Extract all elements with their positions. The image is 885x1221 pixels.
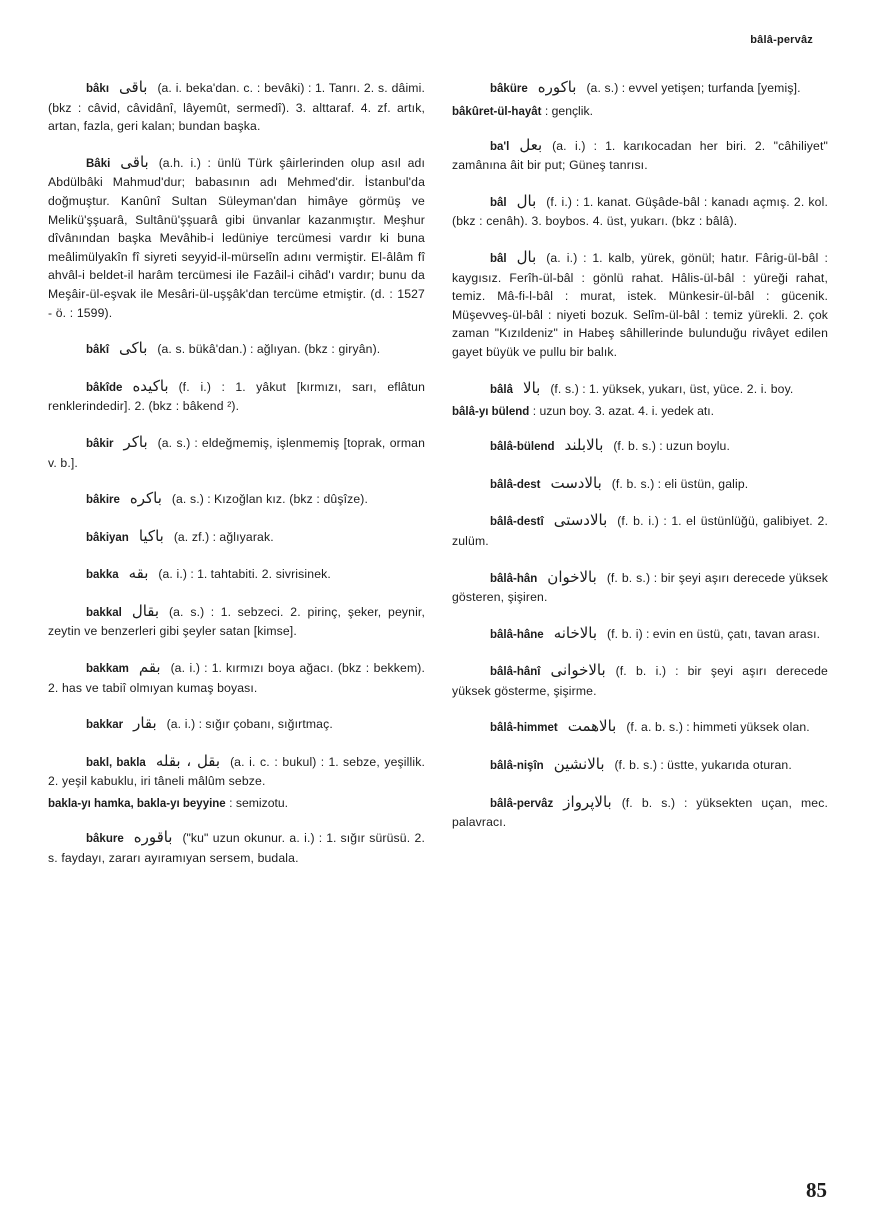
dictionary-entry — [48, 564, 425, 585]
entry-arabic-script: بالابلند — [564, 436, 604, 455]
dictionary-entry — [452, 78, 828, 99]
entry-arabic-script: بالا — [523, 378, 541, 397]
entry-definition: (a.h. i.) : ünlü Türk şâirlerinden olup asıl adı Abdülbâki Mahmud'dur; babasının adı Mehmed'dir. İstanbul'da doğmuştur. Kanûnî Sultan Süleyman'dan himâye görmüş ve Melikü'şşuarâ, Sultânü'şşuarâ gibi ünvanlar kazanmıştır. Meşhur dîvânından başka Mevâhib-i ledüniye tercümesi vardır ki buna meâlimülyakîn fî siyreti seyyid-il-mürselîn adını vermiştir. El-âlâm fî ahvâl-i beldet-il harâm tercümesi ile Fazâil-i cihâd'ı vardır; bunu da Meşâir-ül-eşvak ile Mesâri-ül-uşşâk'dan tercüme etmiştir. (d. : 1527 - ö. : 1599). — [48, 155, 425, 320]
entry-definition: (a. i.) : 1. kalb, yürek, gönül; hatır. Fârig-ül-bâl : kaygısız. Ferîh-ül-bâl : gönlü rahat. Hâlis-ül-bâl : yüreği rahat, temiz. Mâ-fi-l-bâl : murat, istek. Münkesir-ül-bâl : gücenik. Müşevveş-ül-bâl : niyeti bozuk. Selîm-ül-bâl : temiz yürekli. 2. çok zaman "Kızıldeniz" in Habeş sâhillerinde bulunduğu rivâyet edilen gayet büyük ve pullu bir balık. — [452, 250, 828, 359]
dictionary-entry — [48, 714, 425, 735]
subentry-definition: : uzun boy. 3. azat. 4. i. yedek atı. — [532, 404, 715, 419]
entry-arabic-script: بقار — [133, 714, 157, 733]
entry-definition: (a. zf.) : ağlıyarak. — [173, 529, 274, 544]
dictionary-entry — [48, 828, 425, 867]
entry-definition: (f. a. b. s.) : himmeti yüksek olan. — [626, 720, 810, 735]
entry-headword: bâkiyan — [86, 531, 129, 544]
dictionary-entry — [452, 661, 828, 700]
entry-definition: (a. i.) : 1. kırmızı boya ağacı. (bkz : bekkem). 2. has ve tabiî olmıyan kumaş boyası. — [48, 661, 425, 695]
entry-definition: (a. i.) : 1. tahtabiti. 2. sivrisinek. — [158, 567, 331, 582]
entry-definition: (f. i.) : 1. yâkut [kırmızı, sarı, eflâtun renklerindedir]. 2. (bkz : bâkend ²). — [48, 379, 425, 414]
dictionary-entry — [452, 624, 828, 645]
entry-headword: bâlâ-himmet — [490, 722, 558, 735]
dictionary-entry — [452, 436, 828, 457]
entry-definition: (a. s.) : Kızoğlan kız. (bkz : dûşîze). — [171, 492, 369, 507]
entry-headword: bâl — [490, 252, 507, 265]
dictionary-subentry — [452, 102, 828, 121]
entry-headword: bâlâ-hân — [490, 572, 538, 585]
entry-definition: (a. i. c. : bukul) : 1. sebze, yeşillik. 2. yeşil kabuklu, iri tâneli mâlûm sebze. — [48, 754, 426, 789]
dictionary-entry — [48, 489, 425, 510]
dictionary-entry — [452, 511, 828, 550]
dictionary-entry — [48, 527, 425, 548]
entry-arabic-script: بال — [516, 191, 537, 210]
entry-headword: bâlâ-hânî — [490, 666, 541, 679]
entry-arabic-script: بالاپرواز — [563, 792, 612, 811]
entry-arabic-script: بالانشين — [553, 755, 605, 774]
entry-arabic-script: باكى — [119, 339, 148, 358]
entry-headword: bâlâ-dest — [490, 478, 541, 491]
entry-definition: (a. s.) : 1. sebzeci. 2. pirinç, şeker, peynir, zeytin ve benzerleri gibi şeyler satan [kimse]. — [48, 604, 425, 639]
entry-definition: (f. b. i.) : 1. el üstünlüğü, galibiyet. 2. zulüm. — [452, 514, 828, 548]
subentry-definition: : semizotu. — [229, 796, 289, 811]
entry-headword: bâlâ-hâne — [490, 628, 544, 641]
entry-headword: bâkîde — [86, 381, 123, 394]
entry-headword: Bâki — [86, 157, 111, 170]
entry-definition: (a. s.) : eldeğmemiş, işlenmemiş [toprak, orman v. b.]. — [48, 435, 425, 470]
entry-headword: ba'l — [490, 140, 510, 153]
dictionary-entry — [48, 377, 425, 416]
entry-definition: (a. i. beka'dan. c. : bevâki) : 1. Tanrı. 2. s. dâimi. (bkz : câvid, câvidânî, lâyemût, sermedî). 3. alttaraf. 4. zf. artık, artan, fazla, geri kalan; bundan başka. — [48, 81, 425, 134]
dictionary-entry — [452, 192, 828, 231]
entry-headword: bâlâ-destî — [490, 516, 544, 529]
left-column — [48, 78, 425, 884]
entry-arabic-script: بال — [516, 247, 537, 266]
entry-headword: bâküre — [490, 83, 528, 95]
entry-arabic-script: باقى — [120, 152, 149, 171]
entry-arabic-script: بعل — [519, 135, 543, 154]
entry-headword: bâkir — [86, 437, 114, 450]
dictionary-entry — [452, 717, 828, 738]
entry-arabic-script: بالاخوان — [547, 567, 597, 586]
dictionary-subentry — [452, 402, 828, 421]
entry-definition: (f. b. i) : evin en üstü, çatı, tavan arası. — [607, 626, 821, 641]
entry-arabic-script: باكره — [129, 489, 162, 508]
entry-headword: bakkal — [86, 606, 122, 619]
dictionary-entry — [452, 474, 828, 495]
entry-definition: (f. s.) : 1. yüksek, yukarı, üst, yüce. 2. i. boy. — [550, 381, 794, 396]
entry-headword: bakl, bakla — [86, 756, 146, 769]
entry-headword: bâkî — [86, 344, 110, 357]
entry-arabic-script: بالاهمت — [567, 717, 617, 736]
entry-arabic-script: باكر — [123, 432, 148, 451]
dictionary-entry — [452, 568, 828, 607]
dictionary-entry — [452, 793, 828, 832]
entry-arabic-script: بالادست — [550, 473, 602, 492]
entry-headword: bâlâ-pervâz — [490, 797, 554, 810]
entry-arabic-script: باكيده — [132, 376, 169, 395]
subentry-definition: : gençlik. — [544, 103, 593, 118]
entry-headword: bakkam — [86, 663, 129, 676]
entry-definition: (f. b. s.) : yüksekten uçan, mec. palavracı. — [452, 795, 828, 830]
dictionary-entry — [48, 339, 425, 360]
subentry-headword: bâkûret-ül-hayât — [452, 105, 542, 118]
entry-arabic-script: بالاخوانى — [550, 661, 606, 680]
entry-definition: (a. s. bükâ'dan.) : ağlıyan. (bkz : giryân). — [157, 342, 381, 357]
dictionary-subentry — [48, 794, 425, 813]
entry-definition: (a. i.) : 1. karıkocadan her biri. 2. "câhiliyet" zamânına âit bir put; Güneş tanrısı. — [452, 138, 828, 173]
dictionary-entry — [48, 153, 425, 322]
dictionary-entry — [48, 433, 425, 472]
dictionary-entry — [48, 78, 425, 136]
entry-arabic-script: باقوره — [133, 828, 173, 847]
entry-arabic-script: بقل ، بقله — [155, 751, 221, 770]
dictionary-entry — [48, 658, 425, 697]
subentry-headword: bâlâ-yı bülend — [452, 406, 530, 419]
entry-arabic-script: بقم — [138, 658, 161, 677]
entry-definition: (f. b. s.) : eli üstün, galip. — [611, 476, 749, 491]
dictionary-entry — [452, 136, 828, 175]
entry-definition: (a. i.) : sığır çobanı, sığırtmaç. — [166, 717, 333, 732]
entry-headword: bâkı — [86, 83, 110, 95]
entry-headword: bâlâ — [490, 383, 514, 396]
entry-headword: bâkure — [86, 833, 124, 846]
dictionary-entry — [452, 248, 828, 362]
entry-headword: bâl — [490, 196, 507, 209]
entry-headword: bâkire — [86, 494, 120, 507]
entry-definition: (f. b. s.) : üstte, yukarıda oturan. — [614, 758, 792, 773]
entry-definition: ("ku" uzun okunur. a. i.) : 1. sığır sürüsü. 2. s. faydayı, zararı ayıramıyan sersem, budala. — [48, 831, 425, 865]
subentry-headword: bakla-yı hamka, bakla-yı beyyine — [48, 798, 226, 811]
dictionary-entry — [452, 755, 828, 776]
entry-arabic-script: باكوره — [537, 78, 577, 96]
running-head: bâlâ-pervâz — [750, 34, 813, 46]
entry-definition: (f. b. i.) : bir şeyi aşırı derecede yüksek gösterme, şişirme. — [452, 664, 828, 698]
dictionary-entry — [48, 752, 425, 791]
entry-definition: (f. b. s.) : uzun boylu. — [613, 439, 731, 454]
entry-arabic-script: باقى — [119, 78, 148, 96]
entry-arabic-script: بقال — [131, 601, 160, 620]
entry-arabic-script: بقه — [128, 564, 149, 583]
page-number: 85 — [806, 1178, 827, 1202]
entry-arabic-script: بالاخانه — [553, 623, 598, 642]
entry-arabic-script: بالادستى — [553, 511, 608, 530]
dictionary-entry — [48, 602, 425, 641]
dictionary-entry — [452, 379, 828, 400]
entry-definition: (f. i.) : 1. kanat. Güşâde-bâl : kanadı açmış. 2. kol. (bkz : cenâh). 3. boybos. 4. üst, yukarı. (bkz : bâlâ). — [452, 194, 828, 229]
entry-headword: bakka — [86, 569, 119, 582]
right-column — [452, 78, 828, 849]
entry-arabic-script: باكيا — [138, 526, 164, 545]
entry-headword: bâlâ-bülend — [490, 441, 555, 454]
entry-definition: (f. b. s.) : bir şeyi aşırı derecede yüksek gösteren, şişiren. — [452, 570, 828, 605]
entry-headword: bâlâ-nişîn — [490, 760, 544, 773]
entry-headword: bakkar — [86, 719, 124, 732]
entry-definition: (a. s.) : evvel yetişen; turfanda [yemiş]. — [586, 81, 801, 95]
